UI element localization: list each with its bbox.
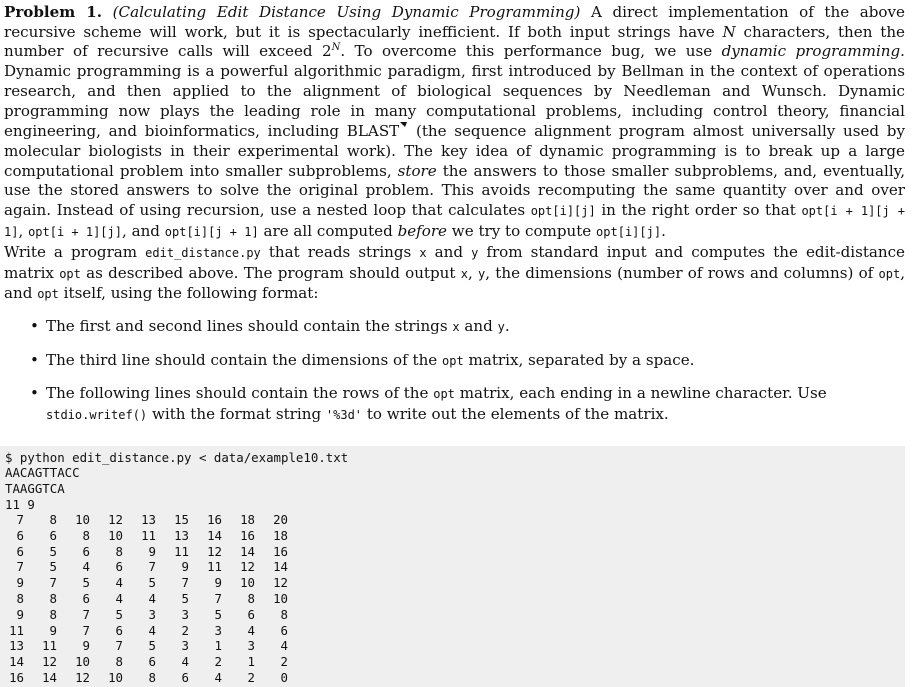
- instructions-paragraph: [4, 243, 905, 305]
- matrix-cell: 0: [280, 669, 288, 685]
- code-opt-ij1: opt[i][j + 1]: [164, 224, 259, 239]
- code-x: x: [460, 266, 468, 281]
- matrix-row: [5, 544, 288, 560]
- text-run: to write out the elements of the matrix.: [362, 405, 669, 424]
- matrix-cell: 2: [181, 622, 189, 638]
- matrix-cell: 6: [16, 527, 24, 543]
- opt-matrix: [5, 512, 288, 686]
- matrix-cell: 7: [82, 622, 90, 638]
- code-opt-i1j: opt[i + 1][j]: [28, 224, 122, 239]
- matrix-cell: 16: [240, 527, 255, 543]
- matrix-cell: 10: [75, 512, 90, 527]
- text-run: matrix, separated by a space.: [463, 350, 695, 369]
- code-opt: opt: [37, 287, 59, 302]
- matrix-cell: 8: [16, 590, 24, 606]
- matrix-cell: 9: [49, 622, 57, 638]
- dp-term: dynamic programming.: [721, 42, 905, 61]
- text-run: .: [504, 317, 510, 335]
- matrix-cell: 8: [82, 527, 90, 543]
- matrix-cell: 8: [115, 654, 123, 670]
- matrix-cell: 5: [214, 606, 222, 622]
- store-term: store: [397, 161, 437, 180]
- output-string-y: TAAGGTCA: [5, 481, 65, 496]
- text-run: Write a program: [4, 243, 146, 261]
- matrix-cell: 3: [181, 638, 189, 654]
- matrix-row: [5, 638, 288, 654]
- matrix-cell: 11: [9, 622, 24, 638]
- matrix-cell: 10: [75, 654, 90, 670]
- matrix-cell: 14: [207, 527, 222, 543]
- problem-title: (Calculating Edit Distance Using Dynamic Programming): [112, 3, 581, 21]
- text-run: matrix, each ending in a newline character. Use: [454, 384, 827, 403]
- superscript-n: N: [331, 42, 341, 54]
- matrix-cell: 3: [148, 606, 156, 622]
- text-run: A direct implementation of the above recursive scheme will work, but it is spectacularly inefficient. If both input strings have: [4, 3, 905, 41]
- code-opt: opt: [433, 387, 455, 402]
- output-string-x: AACAGTTACC: [5, 465, 80, 480]
- matrix-cell: 12: [108, 512, 123, 527]
- code-opt: opt: [59, 266, 81, 281]
- matrix-cell: 13: [9, 638, 24, 654]
- matrix-row: [5, 559, 288, 575]
- text-run: .: [661, 221, 666, 240]
- code-opt: opt: [442, 353, 464, 368]
- matrix-row: [5, 670, 288, 686]
- matrix-cell: 9: [16, 575, 24, 591]
- bullet-icon: •: [30, 350, 39, 369]
- matrix-cell: 10: [273, 590, 288, 606]
- matrix-row: [5, 528, 288, 544]
- matrix-cell: 5: [181, 590, 189, 606]
- terminal-output-block: [0, 446, 905, 687]
- format-bullet-list: [30, 317, 905, 439]
- bullet-item: [30, 384, 905, 425]
- matrix-row: [5, 591, 288, 607]
- matrix-cell: 4: [214, 669, 222, 685]
- matrix-cell: 8: [49, 606, 57, 622]
- matrix-cell: 4: [115, 590, 123, 606]
- matrix-cell: 4: [280, 638, 288, 654]
- code-opt-i1j1: opt[i + 1][j + 1]: [4, 204, 905, 239]
- matrix-cell: 6: [280, 622, 288, 638]
- terminal-command: $ python edit_distance.py < data/example10.txt: [5, 450, 349, 465]
- matrix-cell: 14: [273, 559, 288, 575]
- matrix-cell: 18: [273, 527, 288, 543]
- problem-label: Problem 1.: [4, 3, 103, 21]
- matrix-cell: 7: [115, 638, 123, 654]
- matrix-cell: 5: [115, 606, 123, 622]
- matrix-cell: 16: [9, 669, 24, 685]
- matrix-cell: 4: [247, 622, 255, 638]
- matrix-cell: 9: [148, 543, 156, 559]
- text-run: are all computed: [258, 221, 398, 240]
- bullet-item: [30, 351, 905, 372]
- matrix-cell: 20: [273, 512, 288, 527]
- matrix-cell: 6: [82, 590, 90, 606]
- bullet-item: [30, 317, 905, 338]
- matrix-cell: 9: [82, 638, 90, 654]
- matrix-cell: 2: [247, 669, 255, 685]
- matrix-cell: 7: [16, 559, 24, 575]
- code-x: x: [419, 246, 427, 260]
- matrix-row: [5, 654, 288, 670]
- matrix-cell: 18: [240, 512, 255, 527]
- matrix-cell: 2: [280, 654, 288, 670]
- text-run: from standard input and computes the edit-distance matrix: [4, 243, 905, 282]
- matrix-cell: 13: [141, 512, 156, 527]
- code-y: y: [497, 320, 505, 334]
- matrix-cell: 7: [181, 575, 189, 591]
- matrix-cell: 11: [207, 559, 222, 575]
- matrix-row: [5, 575, 288, 591]
- matrix-cell: 10: [240, 575, 255, 591]
- text-run: the answers to those smaller subproblems, and, eventually, use the stored answers to solve the original problem. This avoids recomputing the same quantity over and over again. Instead of using recursion, use a nested loop that calculates: [4, 161, 905, 220]
- text-run: with the format string: [147, 405, 326, 424]
- text-run: and: [426, 243, 472, 261]
- matrix-cell: 7: [16, 512, 24, 527]
- matrix-cell: 14: [42, 669, 57, 685]
- text-run: as described above. The program should output: [80, 263, 461, 282]
- matrix-cell: 8: [49, 512, 57, 527]
- matrix-cell: 15: [174, 512, 189, 527]
- matrix-cell: 5: [148, 575, 156, 591]
- matrix-cell: 7: [148, 559, 156, 575]
- matrix-cell: 12: [273, 575, 288, 591]
- text-run: Dynamic programming is a powerful algorithmic paradigm, first introduced by Bellman in the context of operations research, and then applied to the alignment of biological sequences by Needleman and Wunsch. Dynamic programming now plays the leading role in many computational problems, including control theory, financial engineering, and bioinformatics, including BLAST: [4, 62, 905, 141]
- matrix-cell: 6: [49, 527, 57, 543]
- matrix-cell: 6: [181, 669, 189, 685]
- math-n: N: [722, 22, 736, 41]
- text-run: and: [459, 317, 498, 335]
- matrix-cell: 4: [148, 622, 156, 638]
- text-run: ,: [18, 221, 29, 240]
- matrix-cell: 8: [280, 606, 288, 622]
- matrix-cell: 9: [214, 575, 222, 591]
- matrix-cell: 5: [148, 638, 156, 654]
- code-opt-ij: opt[i][j]: [530, 204, 596, 219]
- text-run: The following lines should contain the rows of the: [46, 384, 434, 403]
- matrix-cell: 4: [181, 654, 189, 670]
- matrix-cell: 14: [240, 543, 255, 559]
- text-run: we try to compute: [447, 221, 597, 240]
- matrix-cell: 6: [148, 654, 156, 670]
- matrix-cell: 8: [247, 590, 255, 606]
- matrix-cell: 5: [49, 559, 57, 575]
- matrix-row: [5, 512, 288, 528]
- code-opt: opt: [878, 266, 901, 281]
- matrix-cell: 16: [273, 543, 288, 559]
- matrix-cell: 4: [82, 559, 90, 575]
- before-term: before: [397, 221, 447, 240]
- problem-paragraph: [4, 3, 905, 242]
- code-x: x: [452, 320, 460, 334]
- matrix-cell: 6: [82, 543, 90, 559]
- matrix-cell: 1: [214, 638, 222, 654]
- text-run: ,: [467, 263, 478, 282]
- text-run: , the dimensions (number of rows and columns) of: [485, 263, 879, 282]
- matrix-cell: 12: [42, 654, 57, 670]
- text-run: . To overcome this performance bug, we use: [340, 42, 722, 61]
- code-writef: stdio.writef(): [46, 408, 148, 423]
- matrix-cell: 4: [115, 575, 123, 591]
- matrix-cell: 14: [9, 654, 24, 670]
- matrix-cell: 5: [49, 543, 57, 559]
- matrix-cell: 3: [214, 622, 222, 638]
- matrix-cell: 7: [82, 606, 90, 622]
- output-dimensions: 11 9: [5, 497, 35, 512]
- text-run: The first and second lines should contain the strings: [46, 317, 453, 335]
- matrix-cell: 16: [207, 512, 222, 527]
- text-run: itself, using the following format:: [58, 284, 319, 303]
- matrix-cell: 12: [240, 559, 255, 575]
- matrix-cell: 10: [108, 527, 123, 543]
- code-y: y: [478, 266, 486, 281]
- text-run: , and: [4, 263, 906, 303]
- bullet-icon: •: [30, 384, 39, 403]
- matrix-row: [5, 623, 288, 639]
- matrix-cell: 9: [16, 606, 24, 622]
- text-run: that reads strings: [260, 243, 420, 261]
- matrix-cell: 3: [181, 606, 189, 622]
- matrix-cell: 2: [214, 654, 222, 670]
- filename-code: edit_distance.py: [145, 246, 261, 260]
- matrix-cell: 5: [82, 575, 90, 591]
- text-run: characters, then the number of recursive calls will exceed 2: [4, 22, 905, 61]
- matrix-cell: 8: [49, 590, 57, 606]
- matrix-cell: 3: [247, 638, 255, 654]
- matrix-cell: 11: [141, 527, 156, 543]
- matrix-cell: 12: [207, 543, 222, 559]
- text-run: , and: [121, 221, 165, 240]
- matrix-cell: 12: [75, 669, 90, 685]
- bullet-icon: •: [30, 317, 39, 335]
- code-format-string: '%3d': [325, 408, 363, 423]
- matrix-cell: 6: [247, 606, 255, 622]
- matrix-cell: 7: [214, 590, 222, 606]
- footnote-mark-icon: [399, 122, 408, 140]
- matrix-cell: 11: [42, 638, 57, 654]
- matrix-cell: 1: [247, 654, 255, 670]
- matrix-cell: 8: [148, 669, 156, 685]
- matrix-cell: 6: [115, 622, 123, 638]
- code-y: y: [471, 246, 479, 260]
- matrix-cell: 8: [115, 543, 123, 559]
- code-opt-ij-final: opt[i][j]: [596, 224, 662, 239]
- matrix-cell: 10: [108, 669, 123, 685]
- text-run: (the sequence alignment program almost universally used by molecular biologists in their experimental work). The key idea of dynamic programming is to break up a large computational problem into smaller subproblems,: [4, 122, 905, 180]
- matrix-cell: 6: [16, 543, 24, 559]
- matrix-cell: 9: [181, 559, 189, 575]
- matrix-row: [5, 607, 288, 623]
- matrix-cell: 11: [174, 543, 189, 559]
- matrix-cell: 6: [115, 559, 123, 575]
- matrix-cell: 7: [49, 575, 57, 591]
- matrix-cell: 13: [174, 527, 189, 543]
- text-run: in the right order so that: [595, 201, 802, 220]
- text-run: The third line should contain the dimensions of the: [46, 350, 443, 369]
- matrix-cell: 4: [148, 590, 156, 606]
